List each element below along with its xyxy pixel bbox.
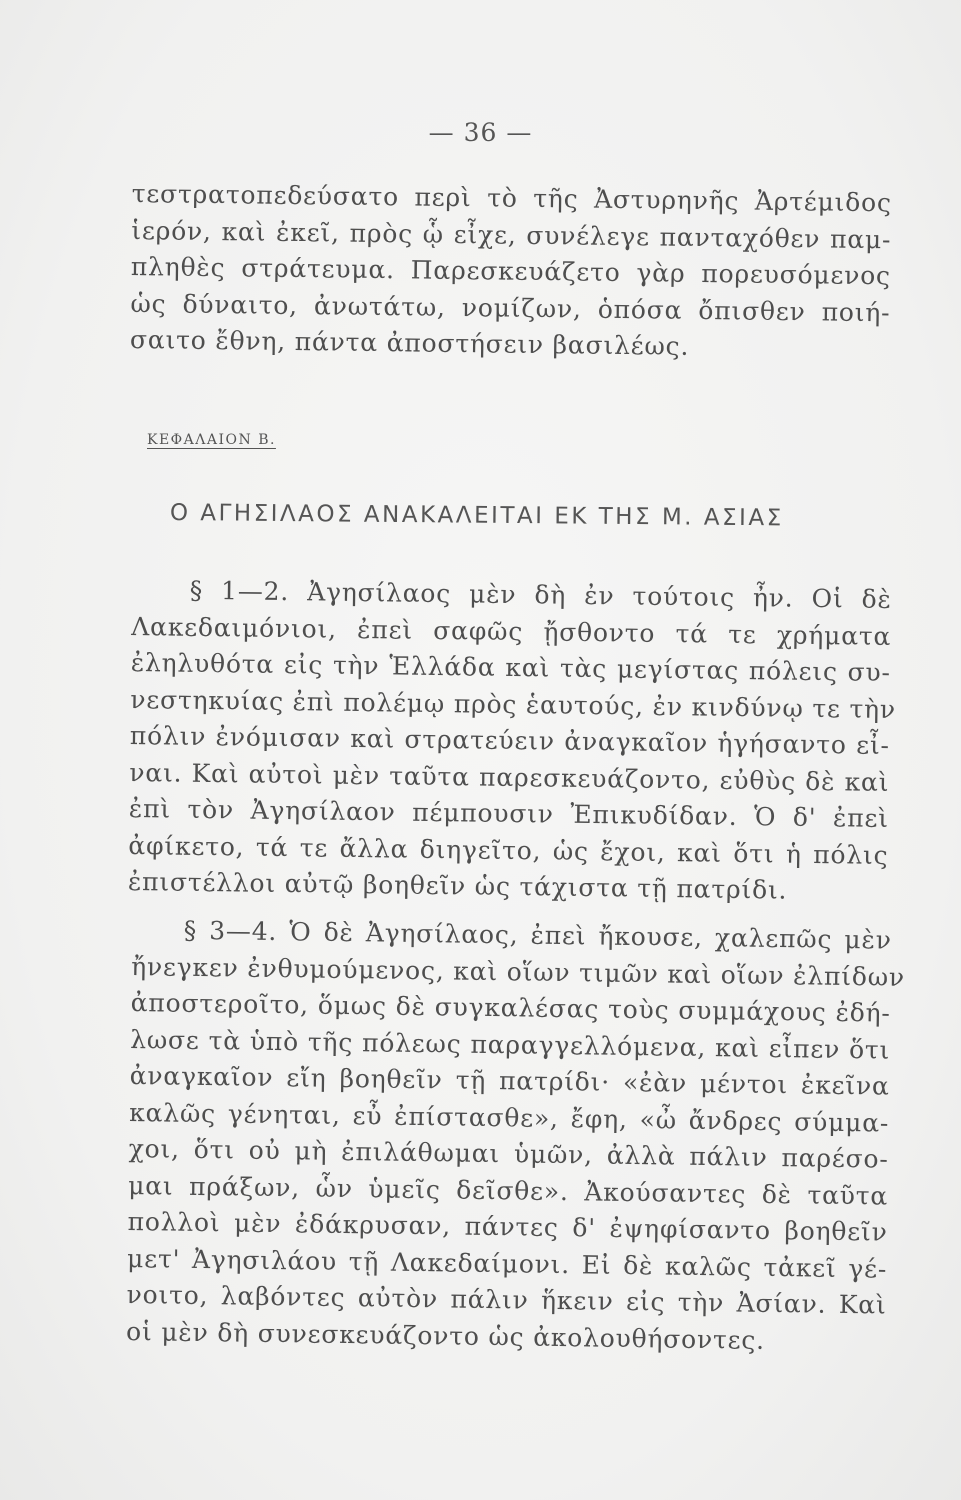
text-line: ὡς δύναιτο, ἀνωτάτω, νομίζων, ὁπόσα ὄπισθεν ποιή- (130, 288, 891, 327)
text-line: ἤνεγκεν ἐνθυμούμενος, καὶ οἵων τιμῶν καὶ οἵων ἐλπίδων (131, 951, 906, 992)
text-line: λωσε τὰ ὑπὸ τῆς πόλεως παραγγελλόμενα, καὶ εἶπεν ὅτι (130, 1024, 891, 1065)
text-line: ἐληλυθότα εἰς τὴν Ἑλλάδα καὶ τὰς μεγίστας πόλεις συ- (130, 647, 891, 687)
text-line: ἀφίκετο, τά τε ἄλλα διηγεῖτο, ὡς ἔχοι, καὶ ὅτι ἡ πόλις (128, 830, 889, 870)
text-line: Λακεδαιμόνιοι, ἐπεὶ σαφῶς ᾔσθοντο τά τε χρήματα (131, 611, 892, 651)
text-line: καλῶς γένηται, εὖ ἐπίστασθε», ἔφη, «ὦ ἄνδρες σύμμα- (129, 1097, 890, 1138)
text-line: ἐπιστέλλοι αὐτῷ βοηθεῖν ὡς τάχιστα τῇ πατρίδι. (127, 866, 788, 905)
page-number: — 36 — (428, 118, 533, 147)
text-line: νοιτο, λαβόντες αὐτὸν πάλιν ἥκειν εἰς τὴν Ἀσίαν. Καὶ (126, 1279, 887, 1320)
text-line: μαι πράξων, ὧν ὑμεῖς δεῖσθε». Ἀκούσαντες δὲ ταῦτα (127, 1170, 889, 1211)
text-line: νεστηκυίας ἐπὶ πολέμῳ πρὸς ἑαυτούς, ἐν κινδύνῳ τε τὴν (130, 684, 897, 724)
text-line: σαιτο ἔθνη, πάντα ἀποστήσειν βασιλέως. (129, 324, 690, 361)
text-line: χοι, ὅτι οὐ μὴ ἐπιλάθωμαι ὑμῶν, ἀλλὰ πάλιν παρέσο- (128, 1133, 889, 1174)
text-line: ἱερόν, καὶ ἐκεῖ, πρὸς ᾧ εἶχε, συνέλεγε πανταχόθεν παμ- (131, 215, 892, 254)
chapter-label: ΚΕΦΑΛΑΙΟΝ Β. (147, 432, 276, 448)
text-line: πόλιν ἐνόμισαν καὶ στρατεύειν ἀναγκαῖον ἡγήσαντο εἶ- (129, 720, 890, 760)
text-line: ἐπὶ τὸν Ἀγησίλαον πέμπουσιν Ἐπικυδίδαν. Ὁ δ' ἐπεὶ (128, 793, 890, 833)
paragraph-1 (130, 176, 892, 368)
text-line: ἀποστεροῖτο, ὅμως δὲ συγκαλέσας τοὺς συμμάχους ἐδή- (130, 987, 891, 1028)
paragraph-3 (125, 912, 906, 1361)
text-line: οἱ μὲν δὴ συνεσκευάζοντο ὡς ἀκολουθήσοντες. (125, 1316, 766, 1355)
text-line: ναι. Καὶ αὐτοὶ μὲν ταῦτα παρεσκευάζοντο, εὐθὺς δὲ καὶ (129, 757, 890, 797)
text-line: τεστρατοπεδεύσατο περὶ τὸ τῆς Ἀστυρηνῆς Ἀρτέμιδος (131, 178, 892, 218)
text-line: πληθὲς στράτευμα. Παρεσκευάζετο γὰρ πορευσόμενος (130, 251, 892, 291)
paragraph-2 (127, 572, 897, 910)
text-line: § 1—2. Ἀγησίλαος μὲν δὴ ἐν τούτοις ἦν. Οἱ δὲ (189, 575, 892, 614)
chapter-heading: Ο ΑΓΗΣΙΛΑΟΣ ΑΝΑΚΑΛΕΙΤΑΙ ΕΚ ΤΗΣ Μ. ΑΣΙΑΣ (169, 500, 784, 532)
text-line: πολλοὶ μὲν ἐδάκρυσαν, πάντες δ' ἐψηφίσαντο βοηθεῖν (127, 1206, 888, 1247)
text-line: § 3—4. Ὁ δὲ Ἀγησίλαος, ἐπεὶ ἤκουσε, χαλεπῶς μὲν (183, 915, 892, 955)
text-line: μετ' Ἀγησιλάου τῇ Λακεδαίμονι. Εἰ δὲ καλῶς τἀκεῖ γέ- (126, 1243, 888, 1284)
text-line: ἀναγκαῖον εἴη βοηθεῖν τῇ πατρίδι· «ἐὰν μέντοι ἐκεῖνα (129, 1060, 890, 1101)
